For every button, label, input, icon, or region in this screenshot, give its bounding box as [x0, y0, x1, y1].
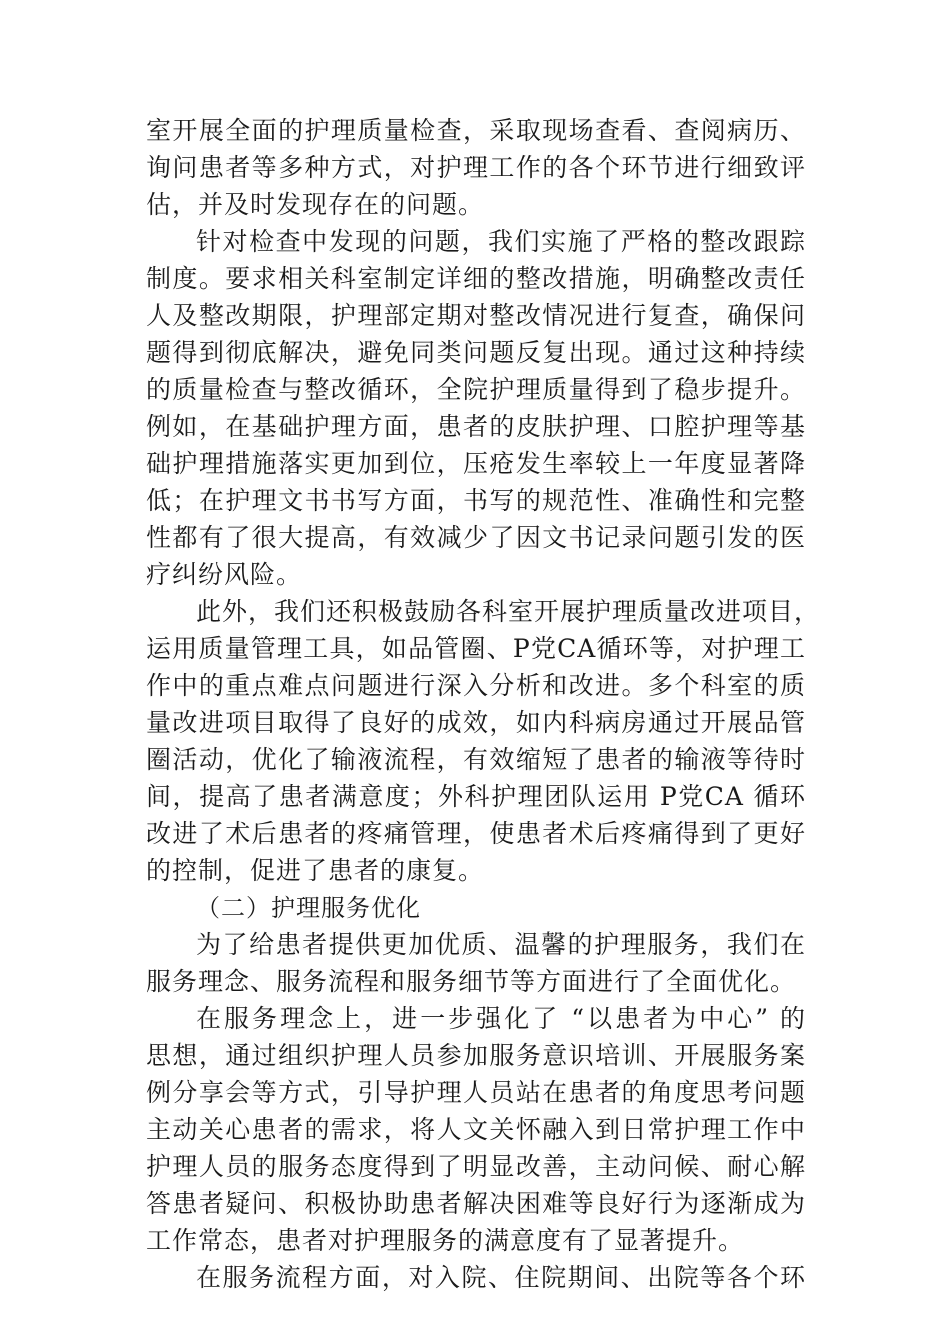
text-line: 人及整改期限，护理部定期对整改情况进行复查，确保问	[146, 301, 806, 330]
text-line: 制度。要求相关科室制定详细的整改措施，明确整改责任	[146, 264, 806, 293]
paragraph-first-line: 为了给患者提供更加优质、温馨的护理服务，我们在	[196, 930, 806, 959]
paragraph-first-line: 在服务理念上，进一步强化了 “以患者为中心” 的	[196, 1004, 806, 1033]
paragraph-first-line: 在服务流程方面，对入院、住院期间、出院等各个环	[196, 1263, 806, 1292]
text-line: 改进了术后患者的疼痛管理，使患者术后疼痛得到了更好	[146, 819, 806, 848]
text-line: 估，并及时发现存在的问题。	[146, 190, 485, 219]
text-line: 量改进项目取得了良好的成效，如内科病房通过开展品管	[146, 708, 806, 737]
text-line: 例分享会等方式，引导护理人员站在患者的角度思考问题	[146, 1078, 806, 1107]
text-line: 询问患者等多种方式，对护理工作的各个环节进行细致评	[146, 153, 806, 182]
section-heading: （二）护理服务优化	[196, 894, 421, 922]
text-line: 圈活动，优化了输液流程，有效缩短了患者的输液等待时	[146, 745, 806, 774]
text-line: 护理人员的服务态度得到了明显改善，主动问候、耐心解	[146, 1152, 806, 1181]
text-line: 间，提高了患者满意度；外科护理团队运用 P党CA 循环	[146, 782, 806, 811]
text-line: 题得到彻底解决，避免同类问题反复出现。通过这种持续	[146, 338, 806, 367]
text-line: 低；在护理文书书写方面，书写的规范性、准确性和完整	[146, 486, 806, 515]
text-line: 础护理措施落实更加到位，压疮发生率较上一年度显著降	[146, 449, 806, 478]
text-line: 运用质量管理工具，如品管圈、P党CA循环等，对护理工	[146, 634, 806, 663]
paragraph-first-line: 针对检查中发现的问题，我们实施了严格的整改跟踪	[196, 227, 806, 256]
text-line: 主动关心患者的需求，将人文关怀融入到日常护理工作中	[146, 1115, 806, 1144]
text-line: 的质量检查与整改循环，全院护理质量得到了稳步提升。	[146, 375, 806, 404]
paragraph-first-line: 此外，我们还积极鼓励各科室开展护理质量改进项目，	[196, 597, 821, 626]
text-line: 作中的重点难点问题进行深入分析和改进。多个科室的质	[146, 671, 806, 700]
text-line: 工作常态，患者对护理服务的满意度有了显著提升。	[146, 1226, 745, 1255]
text-line: 服务理念、服务流程和服务细节等方面进行了全面优化。	[146, 967, 797, 996]
text-line: 性都有了很大提高，有效减少了因文书记录问题引发的医	[146, 523, 806, 552]
text-line: 疗纠纷风险。	[146, 560, 303, 589]
text-line: 答患者疑问、积极协助患者解决困难等良好行为逐渐成为	[146, 1189, 806, 1218]
text-line: 思想，通过组织护理人员参加服务意识培训、开展服务案	[146, 1041, 806, 1070]
text-line: 例如，在基础护理方面，患者的皮肤护理、口腔护理等基	[146, 412, 806, 441]
text-line: 的控制，促进了患者的康复。	[146, 856, 485, 885]
text-line: 室开展全面的护理质量检查，采取现场查看、查阅病历、	[146, 116, 806, 145]
